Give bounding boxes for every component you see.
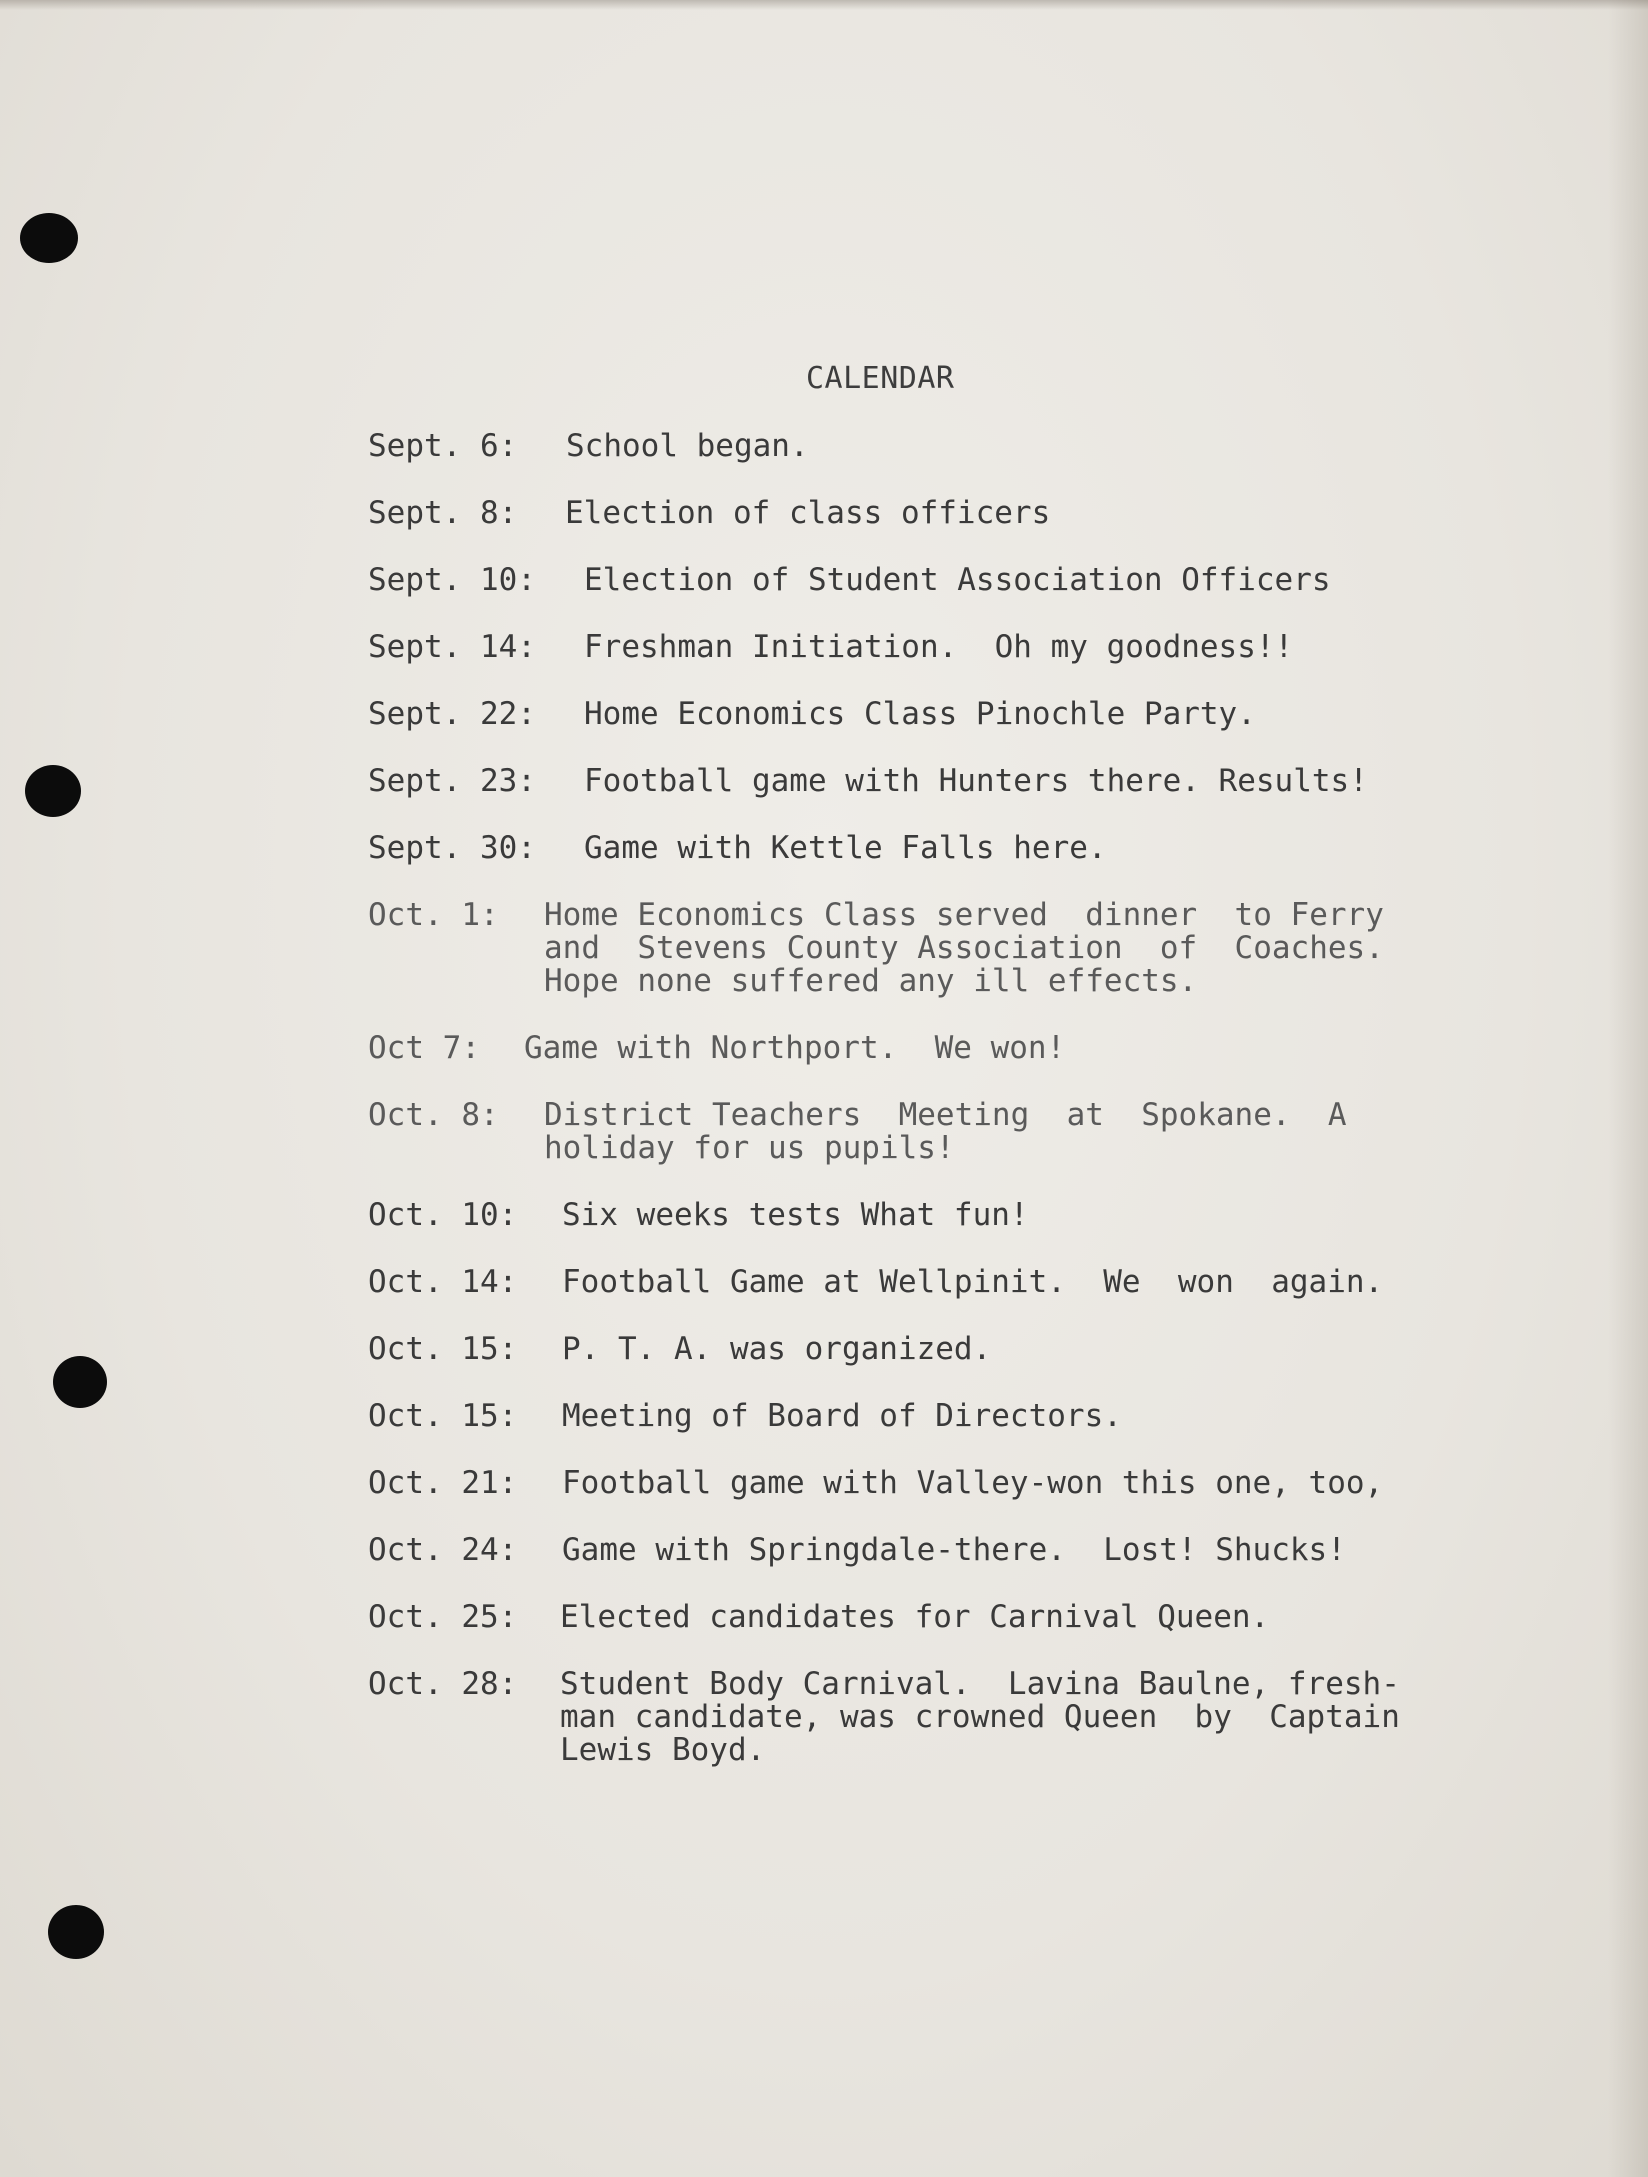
punch-hole	[53, 1356, 107, 1408]
entry-text: Football Game at Wellpinit. We won again.	[562, 1264, 1384, 1300]
entry-date: Sept. 14:	[368, 629, 536, 665]
entry-text: Meeting of Board of Directors.	[562, 1398, 1122, 1434]
entry-date: Oct. 10:	[368, 1197, 518, 1233]
entry-text: Game with Northport. We won!	[524, 1030, 1066, 1066]
entry-text: Freshman Initiation. Oh my goodness!!	[584, 629, 1294, 665]
punch-hole	[20, 213, 78, 263]
entry-text: Election of Student Association Officers	[584, 562, 1331, 598]
entry-text: Election of class officers	[565, 495, 1051, 531]
entry-text: Football game with Valley-won this one, too,	[562, 1465, 1384, 1501]
entry-date: Oct. 28:	[368, 1666, 518, 1702]
entry-date: Sept. 6:	[368, 428, 518, 464]
punch-hole	[25, 765, 81, 817]
entry-text: School began.	[566, 428, 809, 464]
page-title: CALENDAR	[806, 361, 955, 396]
entry-date: Oct. 15:	[368, 1398, 518, 1434]
page-top-shadow	[0, 0, 1648, 10]
entry-date: Oct. 1:	[368, 897, 499, 933]
entry-date: Sept. 8:	[368, 495, 518, 531]
entry-date: Oct. 14:	[368, 1264, 518, 1300]
entry-text: Six weeks tests What fun!	[562, 1197, 1029, 1233]
entry-text: Elected candidates for Carnival Queen.	[560, 1599, 1270, 1635]
entry-date: Oct. 8:	[368, 1097, 499, 1133]
entry-text: P. T. A. was organized.	[562, 1331, 992, 1367]
entry-text: Student Body Carnival. Lavina Baulne, fresh- man candidate, was crowned Queen by Captain Lewis Boyd.	[560, 1666, 1400, 1768]
entry-text: Home Economics Class Pinochle Party.	[584, 696, 1256, 732]
entry-text: Game with Kettle Falls here.	[584, 830, 1107, 866]
entry-date: Oct. 24:	[368, 1532, 518, 1568]
entry-date: Sept. 10:	[368, 562, 536, 598]
entry-date: Oct. 25:	[368, 1599, 518, 1635]
punch-hole	[48, 1905, 104, 1959]
entry-date: Sept. 22:	[368, 696, 536, 732]
entry-date: Oct 7:	[368, 1030, 480, 1066]
entry-date: Sept. 30:	[368, 830, 536, 866]
entry-date: Oct. 15:	[368, 1331, 518, 1367]
page-right-shadow	[1608, 0, 1648, 2177]
entry-text: Game with Springdale-there. Lost! Shucks!	[562, 1532, 1346, 1568]
entry-text: District Teachers Meeting at Spokane. A holiday for us pupils!	[544, 1097, 1347, 1166]
entry-text: Home Economics Class served dinner to Ferry and Stevens County Association of Coaches. Hope none suffered any ill effects.	[544, 897, 1384, 999]
entry-date: Oct. 21:	[368, 1465, 518, 1501]
entry-text: Football game with Hunters there. Results!	[584, 763, 1368, 799]
entry-date: Sept. 23:	[368, 763, 536, 799]
